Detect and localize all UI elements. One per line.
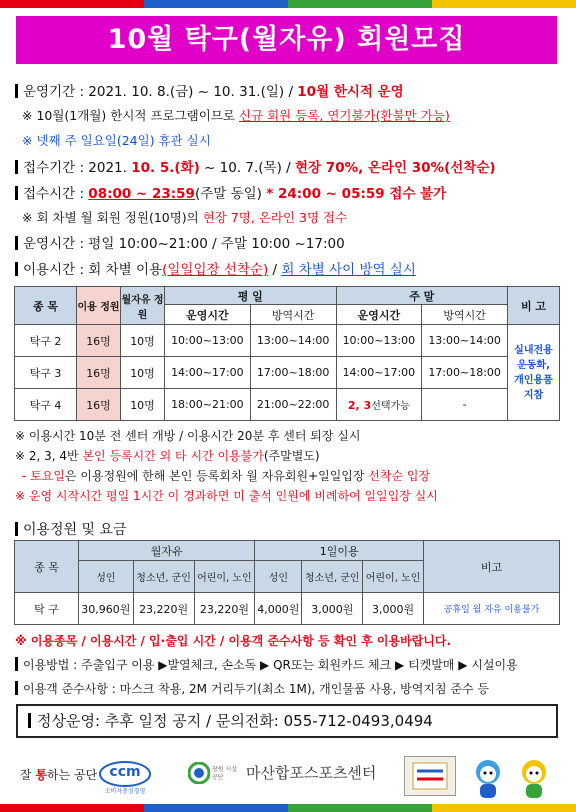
col-item: 종 목 bbox=[15, 287, 77, 325]
note-registration: ※ 10월(1개월) 한시적 프로그램이므로 신규 회원 등록, 연기불가(환불만 가능) bbox=[22, 108, 450, 123]
note-closure: ※ 넷째 주 일요일(24일) 휴관 실시 bbox=[22, 133, 211, 148]
col-weekend-op: 운영시간 bbox=[336, 305, 422, 325]
emblem-icon bbox=[404, 756, 456, 796]
fee-section-title: 이용정원 및 요금 bbox=[15, 519, 127, 539]
contact-box: 정상운영: 추후 일정 공지 / 문의전화: 055-712-0493,0494 bbox=[16, 704, 558, 738]
table-note-2: ※ 2, 3, 4반 본인 등록시간 외 타 시간 이용불가(주말별도) bbox=[15, 449, 320, 463]
slogan: 잘 통하는 공단 bbox=[20, 768, 98, 782]
col-weekday-disinfect: 방역시간 bbox=[250, 305, 336, 325]
col-free-capacity: 월자유 정원 bbox=[121, 287, 165, 325]
footer bbox=[0, 756, 576, 802]
table-note-3: - 토요일은 이용정원에 한해 본인 등록회차 월 자유회원+일일입장 선착순 입장 bbox=[22, 469, 431, 483]
col-weekend-disinfect: 방역시간 bbox=[422, 305, 508, 325]
period-line: 운영기간 : 2021. 10. 8.(금) ~ 10. 31.(일) / 10월 한시적 운영 bbox=[15, 80, 404, 100]
page-title: 10월 탁구(월자유) 회원모집 bbox=[16, 16, 557, 64]
visitor-rules: 이용객 준수사항 : 마스크 착용, 2M 거리두기(최소 1M), 개인물품 사용, 방역지침 준수 등 bbox=[15, 680, 489, 697]
fee-table: 종 목 월자유 1일이용 비고 성인 청소년, 군인 어린이, 노인 성인 청소년, 군인 어린이, 노인 탁 구 30,960원 23,220원 23,220원 4,000원 3,000원 3,000원 공휴일 월 자유 이용불가 bbox=[14, 540, 560, 625]
usage-method: 이용방법 : 주출입구 이용 ▶발열체크, 손소독 ▶ QR또는 회원카드 체크 ▶ 티켓발매 ▶ 시설이용 bbox=[15, 656, 518, 673]
corp-name: 창원 시설공단 bbox=[212, 766, 238, 781]
center-name: 마산합포스포츠센터 bbox=[246, 764, 377, 782]
schedule-note: 실내전용 운동화, 개인용품 지참 bbox=[508, 325, 560, 421]
col-weekday-op: 운영시간 bbox=[165, 305, 251, 325]
top-color-bar bbox=[0, 0, 576, 8]
table-row: 탁 구 30,960원 23,220원 23,220원 4,000원 3,000원 3,000원 공휴일 월 자유 이용불가 bbox=[15, 593, 560, 625]
note-quota: ※ 회 차별 월 회원 정원(10명)의 현장 7명, 온라인 3명 접수 bbox=[22, 210, 348, 225]
reception-hours: 접수시간 : 08:00 ~ 23:59(주말 동일) * 24:00 ~ 05:59 접수 불가 bbox=[15, 182, 446, 202]
mascot-icon bbox=[466, 756, 510, 800]
table-row: 탁구 2 16명 10명 10:00~13:00 13:00~14:00 10:00~13:00 13:00~14:00 실내전용 운동화, 개인용품 지참 bbox=[15, 325, 560, 357]
usage-hours: 이용시간 : 회 차별 이용(일일입장 선착순) / 회 차별 사이 방역 실시 bbox=[15, 258, 416, 278]
usage-notice: ※ 이용종목 / 이용시간 / 입·출입 시간 / 이용객 준수사항 등 확인 후 이용바랍니다. bbox=[15, 634, 452, 648]
bottom-color-bar bbox=[0, 804, 576, 812]
mascot-icon-2 bbox=[512, 756, 556, 800]
table-note-4: ※ 운영 시작시간 평일 1시간 이 경과하면 미 출석 인원에 비례하여 일일입장 실시 bbox=[15, 489, 438, 503]
table-row: 탁구 4 16명 10명 18:00~21:00 21:00~22:00 2, 3선택가능 - bbox=[15, 389, 560, 421]
col-weekday: 평 일 bbox=[165, 287, 337, 305]
schedule-table bbox=[14, 286, 560, 421]
col-weekend: 주 말 bbox=[336, 287, 508, 305]
col-capacity: 이용 정원 bbox=[77, 287, 121, 325]
operating-hours: 운영시간 : 평일 10:00~21:00 / 주말 10:00 ~17:00 bbox=[15, 232, 345, 252]
reception-period: 접수기간 : 2021. 10. 5.(화) ~ 10. 7.(목) / 현장 70%, 온라인 30%(선착순) bbox=[15, 156, 496, 176]
ccm-logo: ccm 소비자중심경영 bbox=[96, 760, 154, 794]
table-note-1: ※ 이용시간 10분 전 센터 개방 / 이용시간 20분 후 센터 퇴장 실시 bbox=[15, 429, 361, 443]
table-row: 탁구 3 16명 10명 14:00~17:00 17:00~18:00 14:00~17:00 17:00~18:00 bbox=[15, 357, 560, 389]
col-note: 비 고 bbox=[508, 287, 560, 325]
